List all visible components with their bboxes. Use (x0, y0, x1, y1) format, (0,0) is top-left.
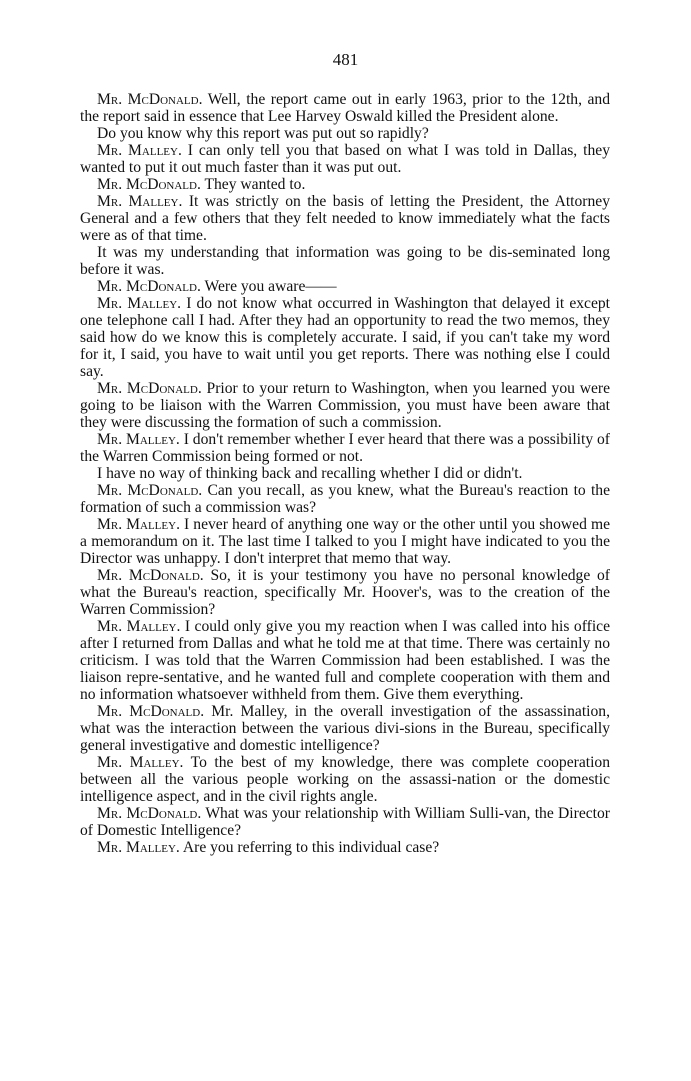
speaker: Mr. Malley. (97, 431, 180, 448)
paragraph (80, 516, 610, 567)
speaker: Mr. Malley. (97, 516, 180, 533)
paragraph (80, 618, 610, 703)
paragraph (80, 125, 610, 142)
paragraph-text: I can only tell you that based on what I was told in Dallas, they wanted to put it out much faster than it was put out. (80, 142, 610, 176)
paragraph (80, 176, 610, 193)
transcript-body (80, 91, 610, 856)
paragraph-text: Were you aware—— (204, 278, 337, 295)
paragraph-text: I have no way of thinking back and recalling whether I did or didn't. (97, 465, 523, 482)
speaker: Mr. Malley. (97, 754, 184, 771)
speaker: Mr. Malley. (97, 839, 180, 856)
speaker: Mr. McDonald. (97, 91, 203, 108)
paragraph (80, 142, 610, 176)
speaker: Mr. Malley. (97, 295, 182, 312)
paragraph-text: What was your relationship with William Sulli-van, the Director of Domestic Intelligence? (80, 805, 611, 839)
speaker: Mr. Malley. (97, 142, 182, 159)
paragraph (80, 91, 610, 125)
paragraph-text: Can you recall, as you knew, what the Bureau's reaction to the formation of such a commission was? (80, 482, 611, 516)
paragraph-text: I never heard of anything one way or the other until you showed me a memorandum on it. The last time I talked to you I might have indicated to you the Director was unhappy. I don't interpret that memo that way. (80, 516, 610, 567)
page-number: 481 (332, 50, 359, 69)
speaker: Mr. McDonald. (97, 567, 204, 584)
paragraph-text: Do you know why this report was put out so rapidly? (97, 125, 429, 142)
paragraph (80, 567, 610, 618)
paragraph (80, 703, 610, 754)
paragraph-text: I don't remember whether I ever heard that there was a possibility of the Warren Commission being formed or not. (80, 431, 611, 465)
paragraph-text: I could only give you my reaction when I was called into his office after I returned from Dallas and what he told me at that time. There was certainly no criticism. I was told that the Warren Commission had been established. I was the liaison repre-sentative, and he wanted full and complete cooperation with them and no information whatsoever withheld from them. Give them everything. (80, 618, 610, 703)
paragraph-text: Well, the report came out in early 1963, prior to the 12th, and the report said in essence that Lee Harvey Oswald killed the President alone. (80, 91, 610, 125)
paragraph (80, 482, 610, 516)
paragraph (80, 465, 610, 482)
paragraph-text: They wanted to. (204, 176, 306, 193)
speaker: Mr. McDonald. (97, 278, 201, 295)
paragraph-text: Prior to your return to Washington, when you learned you were going to be liaison with the Warren Commission, you must have been aware that they were discussing the formation of such a commission. (80, 380, 610, 431)
paragraph-text: It was strictly on the basis of letting the President, the Attorney General and a few others that they felt needed to know immediately what the facts were as of that time. (80, 193, 611, 244)
paragraph-text: Mr. Malley, in the overall investigation of the assassination, what was the interaction between the various divi-sions in the Bureau, specifically general investigative and domestic intelligence? (80, 703, 610, 754)
paragraph-text: So, it is your testimony you have no personal knowledge of what the Bureau's reaction, specifically Mr. Hoover's, was to the creation of the Warren Commission? (80, 567, 611, 618)
paragraph (80, 278, 610, 295)
speaker: Mr. McDonald. (97, 176, 201, 193)
speaker: Mr. Malley. (97, 193, 183, 210)
paragraph-text: I do not know what occurred in Washington that delayed it except one telephone call I had. After they had an opportunity to read the two memos, they said how do we know this is completely accurate. I said, if you can't take my word for it, I said, you have to wait until you get reports. There was nothing else I could say. (80, 295, 611, 380)
paragraph-text: Are you referring to this individual case? (182, 839, 440, 856)
paragraph (80, 380, 610, 431)
paragraph (80, 295, 610, 380)
paragraph (80, 754, 610, 805)
paragraph (80, 244, 610, 278)
speaker: Mr. McDonald. (97, 703, 205, 720)
paragraph-text: It was my understanding that information was going to be dis-seminated long before it was. (80, 244, 610, 278)
paragraph (80, 805, 610, 839)
paragraph (80, 839, 610, 856)
paragraph (80, 193, 610, 244)
speaker: Mr. McDonald. (97, 805, 202, 822)
speaker: Mr. Malley. (97, 618, 181, 635)
speaker: Mr. McDonald. (97, 380, 202, 397)
speaker: Mr. McDonald. (97, 482, 203, 499)
paragraph (80, 431, 610, 465)
paragraph-text: To the best of my knowledge, there was complete cooperation between all the various people working on the assassi-nation or the domestic intelligence aspect, and in the civil rights angle. (80, 754, 610, 805)
